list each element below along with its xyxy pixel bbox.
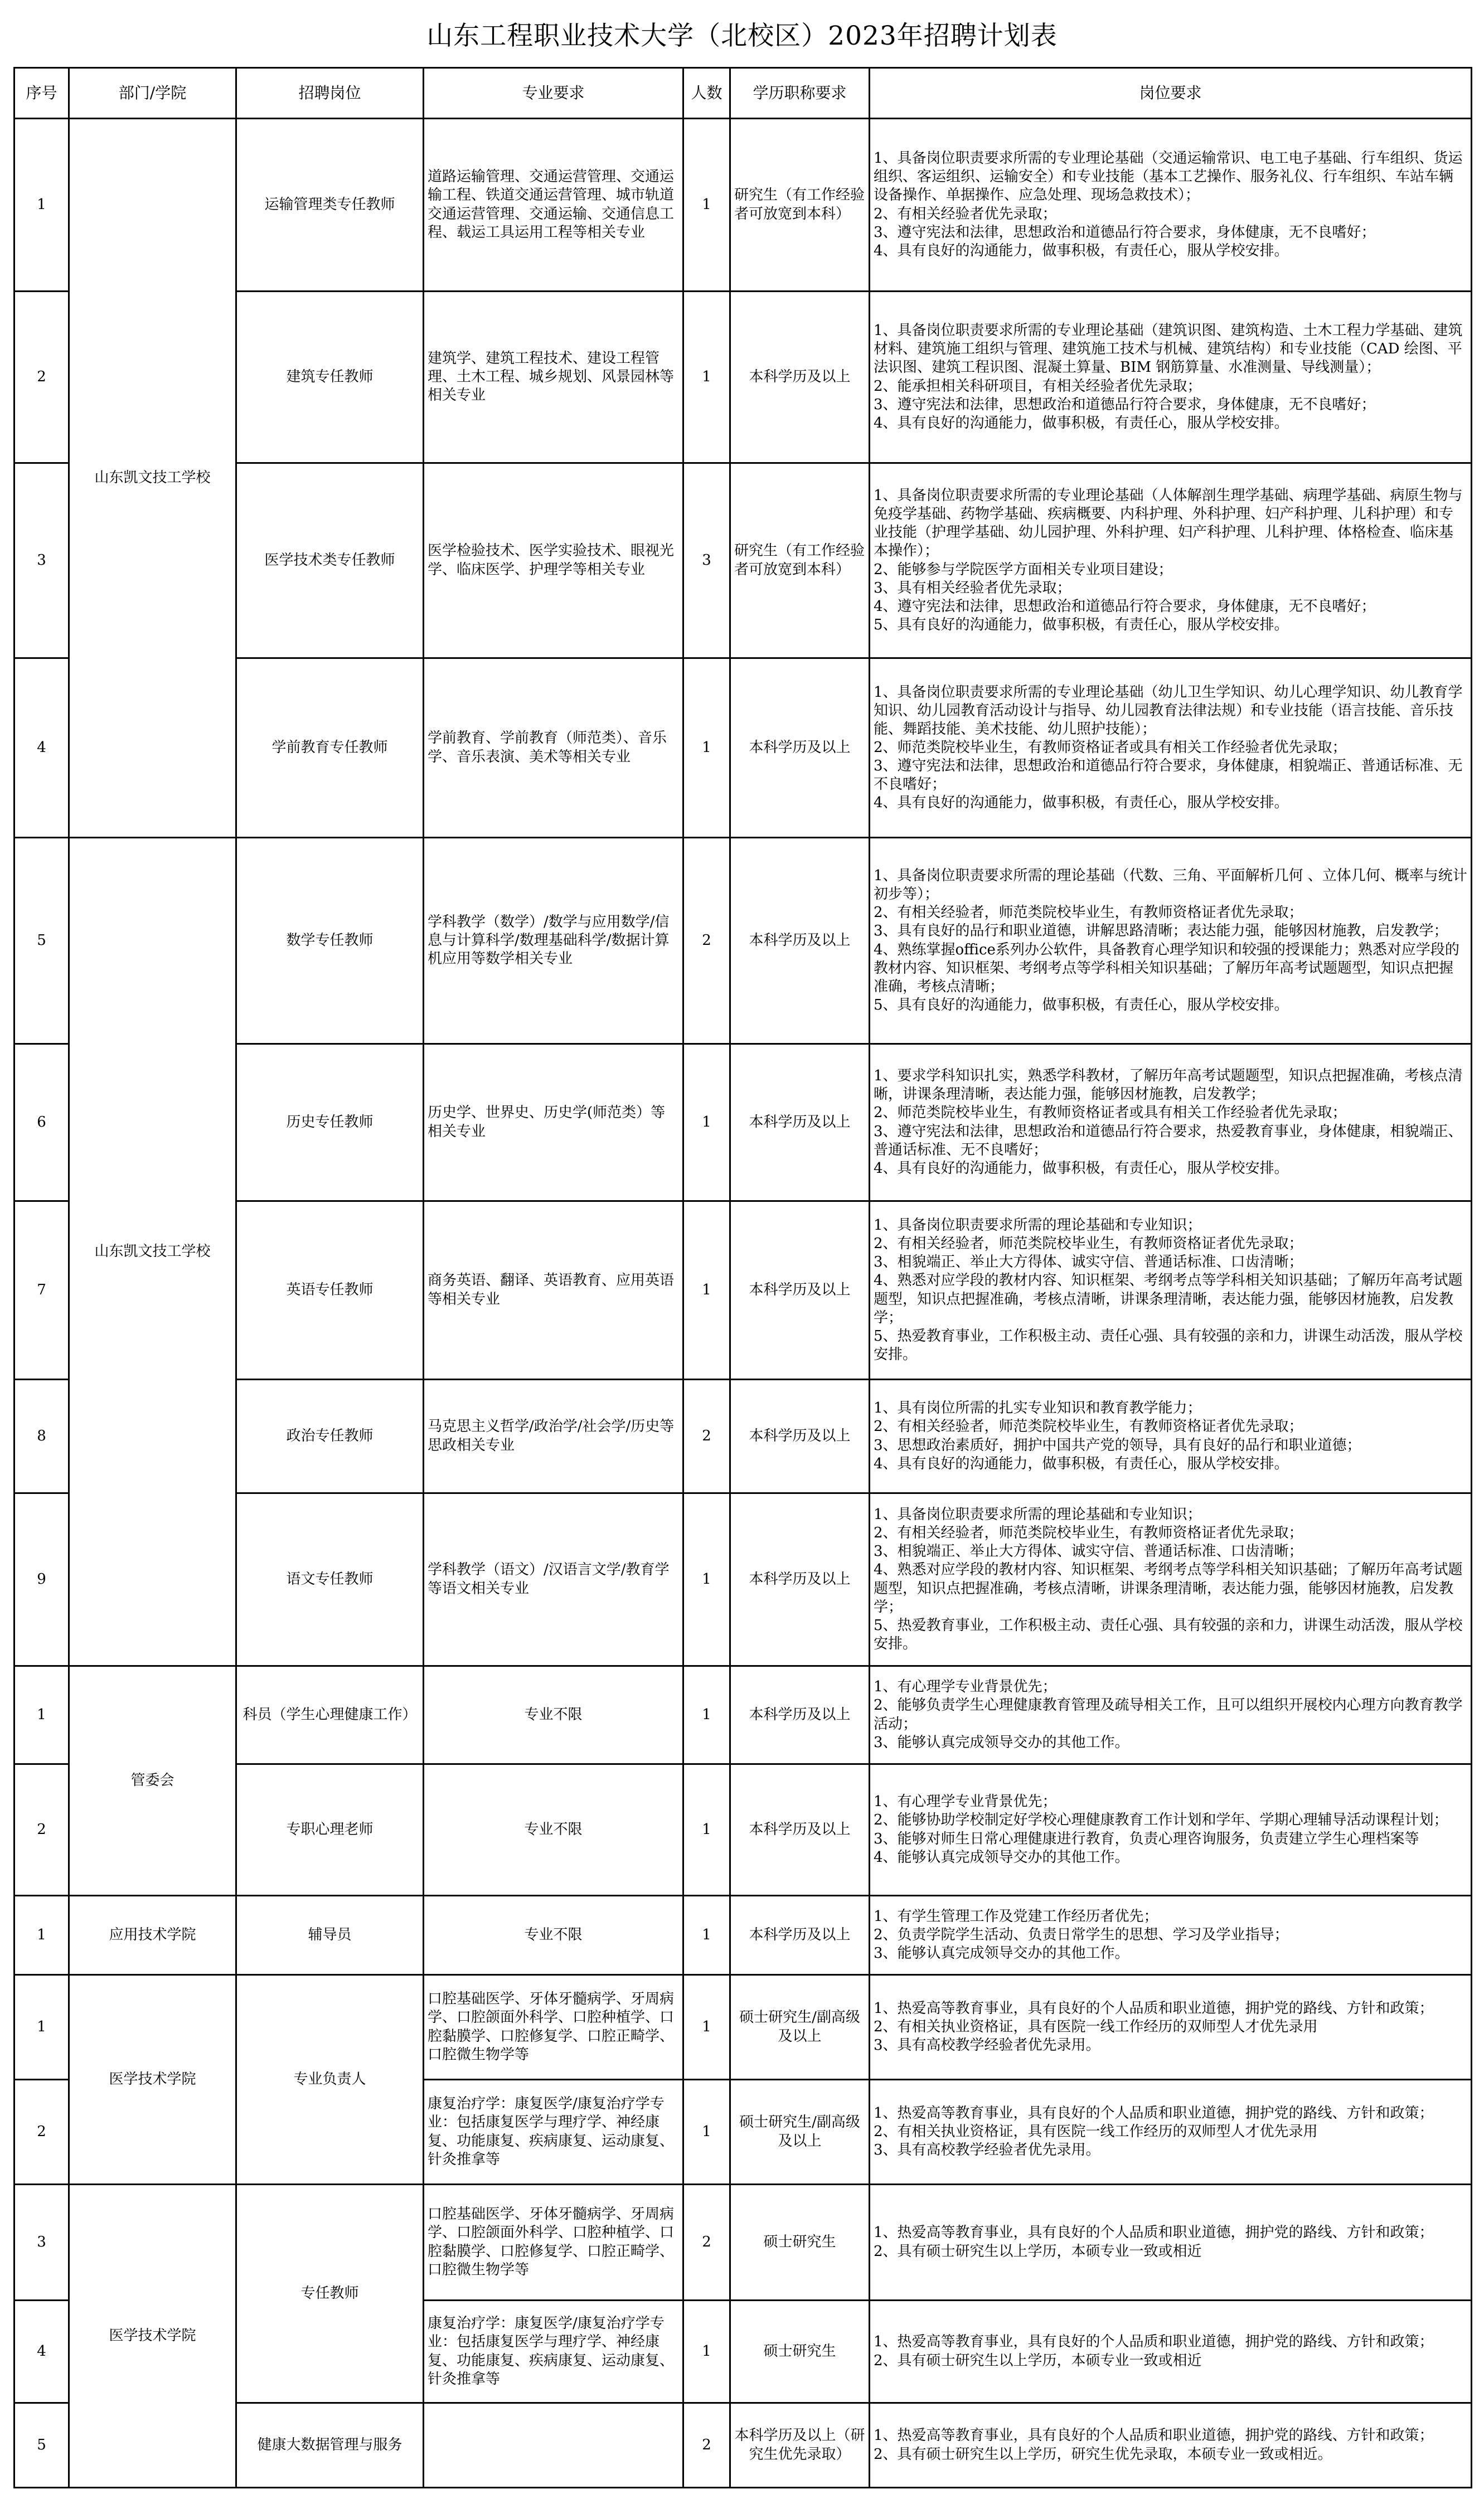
requirement-line: 5、热爱教育事业，工作积极主动、责任心强、具有较强的亲和力，讲课生动活泼，服从学校安排。 [874,1327,1463,1363]
cell-requirements [870,2185,1472,2301]
requirement-line: 2、能够参与学院医学方面相关专业项目建设； [874,561,1173,578]
requirement-line: 2、有相关执业资格证，具有医院一线工作经历的双师型人才优先录用 [874,2123,1318,2140]
cell-major-empty [424,2403,683,2488]
requirement-line: 3、具有相关经验者优先录取； [874,579,1071,596]
cell-requirements [870,838,1472,1044]
cell-seq: 9 [14,1493,69,1666]
cell-position: 历史专任教师 [236,1044,424,1201]
cell-edu: 硕士研究生 [730,2301,870,2403]
requirement-line: 4、能够认真完成领导交办的其他工作。 [874,1848,1129,1866]
requirement-line: 4、熟练掌握office系列办公软件，具备教育心理学知识和较强的授课能力；熟悉对应学段的教材内容、知识框架、考纲考点等学科相关知识基础；了解历年高考试题题型，知识点把握准确，考核点清晰； [874,941,1459,995]
requirement-line: 3、遵守宪法和法律，思想政治和道德品行符合要求，身体健康，无不良嗜好； [874,396,1376,413]
cell-edu: 本科学历及以上 [730,658,870,838]
cell-major: 康复治疗学：康复医学/康复治疗学专业：包括康复医学与理疗学、神经康复、功能康复、疾病康复、运动康复、针灸推拿等 [424,2301,683,2403]
requirement-line: 2、具有硕士研究生以上学历，研究生优先录取，本硕专业一致或相近。 [874,2446,1332,2463]
cell-edu: 本科学历及以上 [730,1896,870,1975]
cell-dept: 山东凯文技工学校 [69,838,236,1666]
requirement-line: 1、热爱高等教育事业，具有良好的个人品质和职业道德，拥护党的路线、方针和政策； [874,2333,1434,2351]
cell-position: 专任教师 [236,2185,424,2403]
cell-seq: 4 [14,658,69,838]
cell-seq: 2 [14,1764,69,1896]
cell-requirements [870,292,1472,463]
cell-count: 1 [683,2080,730,2185]
header-dept: 部门/学院 [69,68,236,119]
cell-position: 建筑专任教师 [236,292,424,463]
cell-major: 专业不限 [424,1666,683,1764]
requirement-line: 2、负责学院学生活动、负责日常学生的思想、学习及学业指导； [874,1926,1289,1943]
requirement-line: 2、具有硕士研究生以上学历，本硕专业一致或相近 [874,2243,1202,2260]
cell-count: 1 [683,119,730,292]
requirement-line: 3、遵守宪法和法律，思想政治和道德品行符合要求，身体健康，相貌端正、普通话标准、无不良嗜好； [874,758,1463,793]
cell-requirements [870,1764,1472,1896]
cell-seq: 2 [14,292,69,463]
cell-seq: 1 [14,1975,69,2080]
header-major: 专业要求 [424,68,683,119]
requirement-line: 1、热爱高等教育事业，具有良好的个人品质和职业道德，拥护党的路线、方针和政策； [874,2104,1434,2122]
cell-count: 1 [683,2301,730,2403]
cell-dept: 管委会 [69,1666,236,1896]
requirement-line: 2、师范类院校毕业生，有教师资格证者或具有相关工作经验者优先录取； [874,739,1347,756]
cell-requirements [870,1666,1472,1764]
cell-edu: 本科学历及以上 [730,1201,870,1380]
cell-edu: 硕士研究生 [730,2185,870,2301]
cell-edu: 本科学历及以上 [730,292,870,463]
header-position: 招聘岗位 [236,68,424,119]
cell-seq: 3 [14,463,69,658]
requirement-line: 3、思想政治素质好，拥护中国共产党的领导，具有良好的品行和职业道德； [874,1437,1361,1454]
cell-major: 学科教学（语文）/汉语言文学/教育学等语文相关专业 [424,1493,683,1666]
cell-major: 康复治疗学：康复医学/康复治疗学专业：包括康复医学与理疗学、神经康复、功能康复、疾病康复、运动康复、针灸推拿等 [424,2080,683,2185]
cell-count: 1 [683,1666,730,1764]
table-row [14,1975,1472,2080]
cell-count: 1 [683,1201,730,1380]
cell-requirements [870,2301,1472,2403]
cell-position: 运输管理类专任教师 [236,119,424,292]
requirement-line: 1、具备岗位职责要求所需的专业理论基础（交通运输常识、电工电子基础、行车组织、货运组织、客运组织、运输安全）和专业技能（基本工艺操作、服务礼仪、行车组织、车站车辆设备操作、单据操作、应急处理、现场急救技术）； [874,150,1463,204]
cell-requirements [870,463,1472,658]
cell-requirements [870,1380,1472,1493]
table-row [14,1666,1472,1764]
cell-major: 建筑学、建筑工程技术、建设工程管理、土木工程、城乡规划、风景园林等相关专业 [424,292,683,463]
requirement-line: 2、有相关经验者，师范类院校毕业生，有教师资格证者优先录取； [874,1235,1303,1253]
cell-major: 学科教学（数学）/数学与应用数学/信息与计算科学/数理基础科学/数据计算机应用等数学相关专业 [424,838,683,1044]
cell-edu: 硕士研究生/副高级及以上 [730,2080,870,2185]
cell-edu: 研究生（有工作经验者可放宽到本科） [730,463,870,658]
cell-requirements [870,1201,1472,1380]
cell-major: 学前教育、学前教育（师范类）、音乐学、音乐表演、美术等相关专业 [424,658,683,838]
requirement-line: 1、具有岗位所需的扎实专业知识和教育教学能力； [874,1400,1202,1417]
cell-seq: 8 [14,1380,69,1493]
requirement-line: 1、有学生管理工作及党建工作经历者优先； [874,1908,1158,1925]
requirement-line: 2、能够负责学生心理健康教育管理及疏导相关工作，且可以组织开展校内心理方向教育教学活动； [874,1697,1463,1733]
requirement-line: 2、师范类院校毕业生，有教师资格证者或具有相关工作经验者优先录取； [874,1104,1347,1122]
cell-position: 政治专任教师 [236,1380,424,1493]
cell-requirements [870,1493,1472,1666]
cell-position: 辅导员 [236,1896,424,1975]
cell-count: 3 [683,463,730,658]
requirement-line: 1、有心理学专业背景优先； [874,1793,1057,1811]
table-row [14,119,1472,292]
requirement-line: 3、能够认真完成领导交办的其他工作。 [874,1734,1129,1751]
requirement-line: 1、具备岗位职责要求所需的专业理论基础（建筑识图、建筑构造、土木工程力学基础、建筑材料、建筑施工组织与管理、建筑施工技术与机械、建筑结构）和专业技能（CAD 绘图、平法识图、建筑工程识图、混凝土算量、BIM 钢筋算量、水准测量、导线测量）； [874,322,1463,376]
cell-requirements [870,1896,1472,1975]
page-title: 山东工程职业技术大学（北校区）2023年招聘计划表 [426,20,1058,51]
cell-edu: 本科学历及以上 [730,1044,870,1201]
cell-requirements [870,2080,1472,2185]
requirement-line: 3、相貌端正、举止大方得体、诚实守信、普通话标准、口齿清晰； [874,1254,1303,1271]
cell-position: 英语专任教师 [236,1201,424,1380]
requirement-line: 2、能够协助学校制定好学校心理健康教育工作计划和学年、学期心理辅导活动课程计划； [874,1812,1448,1829]
requirement-line: 2、有相关经验者，师范类院校毕业生，有教师资格证者优先录取； [874,1525,1303,1542]
requirement-line: 2、有相关执业资格证，具有医院一线工作经历的双师型人才优先录用 [874,2018,1318,2035]
cell-requirements [870,1044,1472,1201]
cell-count: 1 [683,1764,730,1896]
requirement-line: 3、遵守宪法和法律，思想政治和道德品行符合要求，热爱教育事业，身体健康，相貌端正、普通话标准、无不良嗜好； [874,1123,1463,1158]
cell-seq: 1 [14,1666,69,1764]
requirement-line: 4、遵守宪法和法律，思想政治和道德品行符合要求，身体健康，无不良嗜好； [874,598,1376,615]
cell-count: 2 [683,838,730,1044]
cell-requirements [870,2403,1472,2488]
cell-major: 口腔基础医学、牙体牙髓病学、牙周病学、口腔颌面外科学、口腔种植学、口腔黏膜学、口腔修复学、口腔正畸学、口腔微生物学等 [424,2185,683,2301]
cell-edu: 本科学历及以上 [730,838,870,1044]
cell-count: 1 [683,658,730,838]
cell-seq: 1 [14,119,69,292]
cell-edu: 硕士研究生/副高级及以上 [730,1975,870,2080]
cell-edu: 本科学历及以上 [730,1666,870,1764]
cell-seq: 4 [14,2301,69,2403]
cell-seq: 1 [14,1896,69,1975]
cell-major: 商务英语、翻译、英语教育、应用英语等相关专业 [424,1201,683,1380]
requirement-line: 3、具有高校教学经验者优先录用。 [874,2037,1100,2054]
requirement-line: 4、具有良好的沟通能力，做事积极，有责任心，服从学校安排。 [874,1159,1289,1177]
cell-position: 健康大数据管理与服务 [236,2403,424,2488]
table-row [14,838,1472,1044]
requirement-line: 4、具有良好的沟通能力，做事积极，有责任心，服从学校安排。 [874,242,1289,259]
cell-position: 科员（学生心理健康工作） [236,1666,424,1764]
cell-count: 2 [683,2403,730,2488]
cell-major: 专业不限 [424,1764,683,1896]
requirement-line: 3、能够对师生日常心理健康进行教育，负责心理咨询服务，负责建立学生心理档案等 [874,1830,1419,1847]
cell-edu: 研究生（有工作经验者可放宽到本科） [730,119,870,292]
header-requirements: 岗位要求 [870,68,1472,119]
cell-requirements [870,1975,1472,2080]
cell-seq: 2 [14,2080,69,2185]
cell-dept: 医学技术学院 [69,2185,236,2488]
requirement-line: 4、熟悉对应学段的教材内容、知识框架、考纲考点等学科相关知识基础；了解历年高考试题题型，知识点把握准确，考核点清晰，讲课条理清晰，表达能力强，能够因材施教，启发教学； [874,1272,1463,1326]
cell-count: 2 [683,1380,730,1493]
cell-dept: 山东凯文技工学校 [69,119,236,838]
requirement-line: 1、具备岗位职责要求所需的理论基础和专业知识； [874,1217,1202,1234]
requirement-line: 1、热爱高等教育事业，具有良好的个人品质和职业道德，拥护党的路线、方针和政策； [874,2427,1434,2444]
requirement-line: 1、具备岗位职责要求所需的专业理论基础（人体解剖生理学基础、病理学基础、病原生物与免疫学基础、药物学基础、疾病概要、内科护理、外科护理、妇产科护理、儿科护理）和专业技能（护理学基础、幼儿园护理、外科护理、妇产科护理、儿科护理、体格检查、临床基本操作）； [874,487,1463,560]
cell-dept: 医学技术学院 [69,1975,236,2185]
requirement-line: 5、具有良好的沟通能力，做事积极，有责任心，服从学校安排。 [874,996,1289,1013]
requirement-line: 3、具有良好的品行和职业道德，讲解思路清晰；表达能力强，能够因材施教，启发教学； [874,923,1448,940]
cell-count: 1 [683,1975,730,2080]
requirement-line: 4、熟悉对应学段的教材内容、知识框架、考纲考点等学科相关知识基础；了解历年高考试题题型，知识点把握准确，考核点清晰，讲课条理清晰，表达能力强，能够因材施教，启发教学； [874,1561,1463,1615]
requirement-line: 3、遵守宪法和法律，思想政治和道德品行符合要求，身体健康，无不良嗜好； [874,224,1376,241]
requirement-line: 1、有心理学专业背景优先； [874,1678,1057,1696]
requirement-line: 5、热爱教育事业，工作积极主动、责任心强、具有较强的亲和力，讲课生动活泼，服从学校安排。 [874,1617,1463,1652]
requirement-line: 5、具有良好的沟通能力，做事积极，有责任心，服从学校安排。 [874,616,1289,633]
cell-seq: 5 [14,838,69,1044]
cell-major: 医学检验技术、医学实验技术、眼视光学、临床医学、护理学等相关专业 [424,463,683,658]
cell-count: 1 [683,1044,730,1201]
cell-position: 专职心理老师 [236,1764,424,1896]
requirement-line: 4、具有良好的沟通能力，做事积极，有责任心，服从学校安排。 [874,794,1289,812]
cell-position: 学前教育专任教师 [236,658,424,838]
requirement-line: 1、热爱高等教育事业，具有良好的个人品质和职业道德，拥护党的路线、方针和政策； [874,2000,1434,2017]
header-edu: 学历职称要求 [730,68,870,119]
cell-major: 道路运输管理、交通运营管理、交通运输工程、铁道交通运营管理、城市轨道交通运营管理、交通运输、交通信息工程、载运工具运用工程等相关专业 [424,119,683,292]
cell-major: 专业不限 [424,1896,683,1975]
requirement-line: 1、要求学科知识扎实，熟悉学科教材，了解历年高考试题题型，知识点把握准确，考核点清晰，讲课条理清晰，表达能力强，能够因材施教，启发教学； [874,1068,1463,1103]
cell-dept: 应用技术学院 [69,1896,236,1975]
requirement-line: 4、具有良好的沟通能力，做事积极，有责任心，服从学校安排。 [874,414,1289,431]
header-count: 人数 [683,68,730,119]
cell-major: 口腔基础医学、牙体牙髓病学、牙周病学、口腔颌面外科学、口腔种植学、口腔黏膜学、口腔修复学、口腔正畸学、口腔微生物学等 [424,1975,683,2080]
cell-count: 1 [683,1493,730,1666]
requirement-line: 2、具有硕士研究生以上学历，本硕专业一致或相近 [874,2352,1202,2369]
requirement-line: 4、具有良好的沟通能力，做事积极，有责任心，服从学校安排。 [874,1455,1289,1472]
recruitment-table [13,67,1472,2488]
cell-requirements [870,658,1472,838]
cell-count: 2 [683,2185,730,2301]
cell-seq: 7 [14,1201,69,1380]
requirement-line: 1、热爱高等教育事业，具有良好的个人品质和职业道德，拥护党的路线、方针和政策； [874,2224,1434,2241]
cell-seq: 5 [14,2403,69,2488]
requirement-line: 3、能够认真完成领导交办的其他工作。 [874,1945,1129,1962]
requirement-line: 2、有相关经验者优先录取； [874,205,1057,222]
requirement-line: 1、具备岗位职责要求所需的专业理论基础（幼儿卫生学知识、幼儿心理学知识、幼儿教育学知识、幼儿园教育活动设计与指导、幼儿园教育法律法规）和专业技能（语言技能、音乐技能、舞蹈技能、美术技能、幼儿照护技能）； [874,683,1463,737]
cell-position: 医学技术类专任教师 [236,463,424,658]
cell-edu: 本科学历及以上 [730,1380,870,1493]
requirement-line: 1、具备岗位职责要求所需的理论基础和专业知识； [874,1506,1202,1523]
cell-requirements [870,119,1472,292]
cell-count: 1 [683,1896,730,1975]
header-row [14,68,1472,119]
cell-edu: 本科学历及以上 [730,1493,870,1666]
requirement-line: 2、能承担相关科研项目，有相关经验者优先录取； [874,377,1202,395]
requirement-line: 2、有相关经验者，师范类院校毕业生，有教师资格证者优先录取； [874,1418,1303,1435]
requirement-line: 2、有相关经验者，师范类院校毕业生，有教师资格证者优先录取； [874,904,1303,921]
cell-position: 语文专任教师 [236,1493,424,1666]
header-seq: 序号 [14,68,69,119]
table-row [14,2185,1472,2301]
cell-major: 马克思主义哲学/政治学/社会学/历史等思政相关专业 [424,1380,683,1493]
cell-count: 1 [683,292,730,463]
cell-position: 数学专任教师 [236,838,424,1044]
cell-seq: 3 [14,2185,69,2301]
requirement-line: 3、相貌端正、举止大方得体、诚实守信、普通话标准、口齿清晰； [874,1543,1303,1560]
requirement-line: 3、具有高校教学经验者优先录用。 [874,2142,1100,2158]
cell-edu: 本科学历及以上 [730,1764,870,1896]
table-row [14,1896,1472,1975]
cell-seq: 6 [14,1044,69,1201]
cell-edu: 本科学历及以上（研究生优先录取） [730,2403,870,2488]
cell-position: 专业负责人 [236,1975,424,2185]
requirement-line: 1、具备岗位职责要求所需的理论基础（代数、三角、平面解析几何 、立体几何、概率与统计初步等）； [874,867,1467,903]
cell-major: 历史学、世界史、历史学(师范类）等相关专业 [424,1044,683,1201]
